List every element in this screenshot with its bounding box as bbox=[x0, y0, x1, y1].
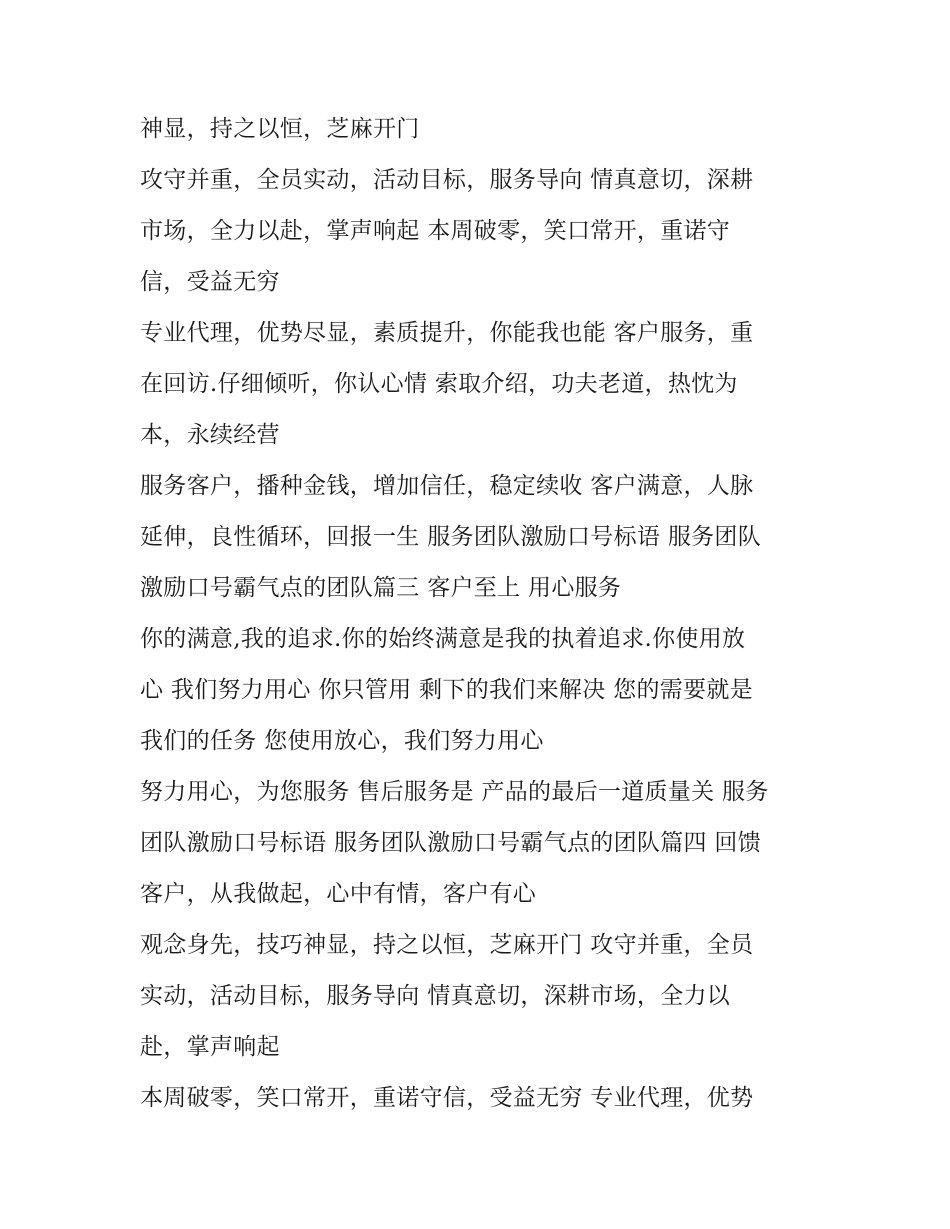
text-line-6: 在回访.仔细倾听，你认心情 索取介绍，功夫老道，热忱为 bbox=[140, 371, 738, 397]
text-line-19: 赴，掌声响起 bbox=[140, 1034, 280, 1060]
document-body bbox=[140, 104, 820, 1124]
text-line-16: 客户，从我做起，心中有情，客户有心 bbox=[140, 881, 537, 907]
text-line-11: 你的满意,我的追求.你的始终满意是我的执着追求.你使用放 bbox=[140, 626, 746, 652]
text-line-5: 专业代理，优势尽显，素质提升，你能我也能 客户服务，重 bbox=[140, 320, 754, 346]
text-line-8: 服务客户，播种金钱，增加信任，稳定续收 客户满意，人脉 bbox=[140, 473, 754, 499]
text-line-10: 激励口号霸气点的团队篇三 客户至上 用心服务 bbox=[140, 575, 622, 601]
text-line-14: 努力用心，为您服务 售后服务是 产品的最后一道质量关 服务 bbox=[140, 779, 769, 805]
text-line-3: 市场，全力以赴，掌声响起 本周破零，笑口常开，重诺守 bbox=[140, 218, 731, 244]
text-line-4: 信，受益无穷 bbox=[140, 269, 280, 295]
text-line-17: 观念身先，技巧神显，持之以恒，芝麻开门 攻守并重，全员 bbox=[140, 932, 754, 958]
text-line-15: 团队激励口号标语 服务团队激励口号霸气点的团队篇四 回馈 bbox=[140, 830, 762, 856]
text-line-9: 延伸，良性循环，回报一生 服务团队激励口号标语 服务团队 bbox=[140, 524, 762, 550]
text-line-7: 本，永续经营 bbox=[140, 422, 280, 448]
text-line-20: 本周破零，笑口常开，重诺守信，受益无穷 专业代理，优势 bbox=[140, 1085, 754, 1111]
text-line-18: 实动，活动目标，服务导向 情真意切，深耕市场，全力以 bbox=[140, 983, 731, 1009]
text-line-13: 我们的任务 您使用放心，我们努力用心 bbox=[140, 728, 544, 754]
text-line-1: 神显，持之以恒，芝麻开门 bbox=[140, 116, 420, 142]
text-line-12: 心 我们努力用心 你只管用 剩下的我们来解决 您的需要就是 bbox=[140, 677, 753, 703]
text-line-2: 攻守并重，全员实动，活动目标，服务导向 情真意切，深耕 bbox=[140, 167, 754, 193]
